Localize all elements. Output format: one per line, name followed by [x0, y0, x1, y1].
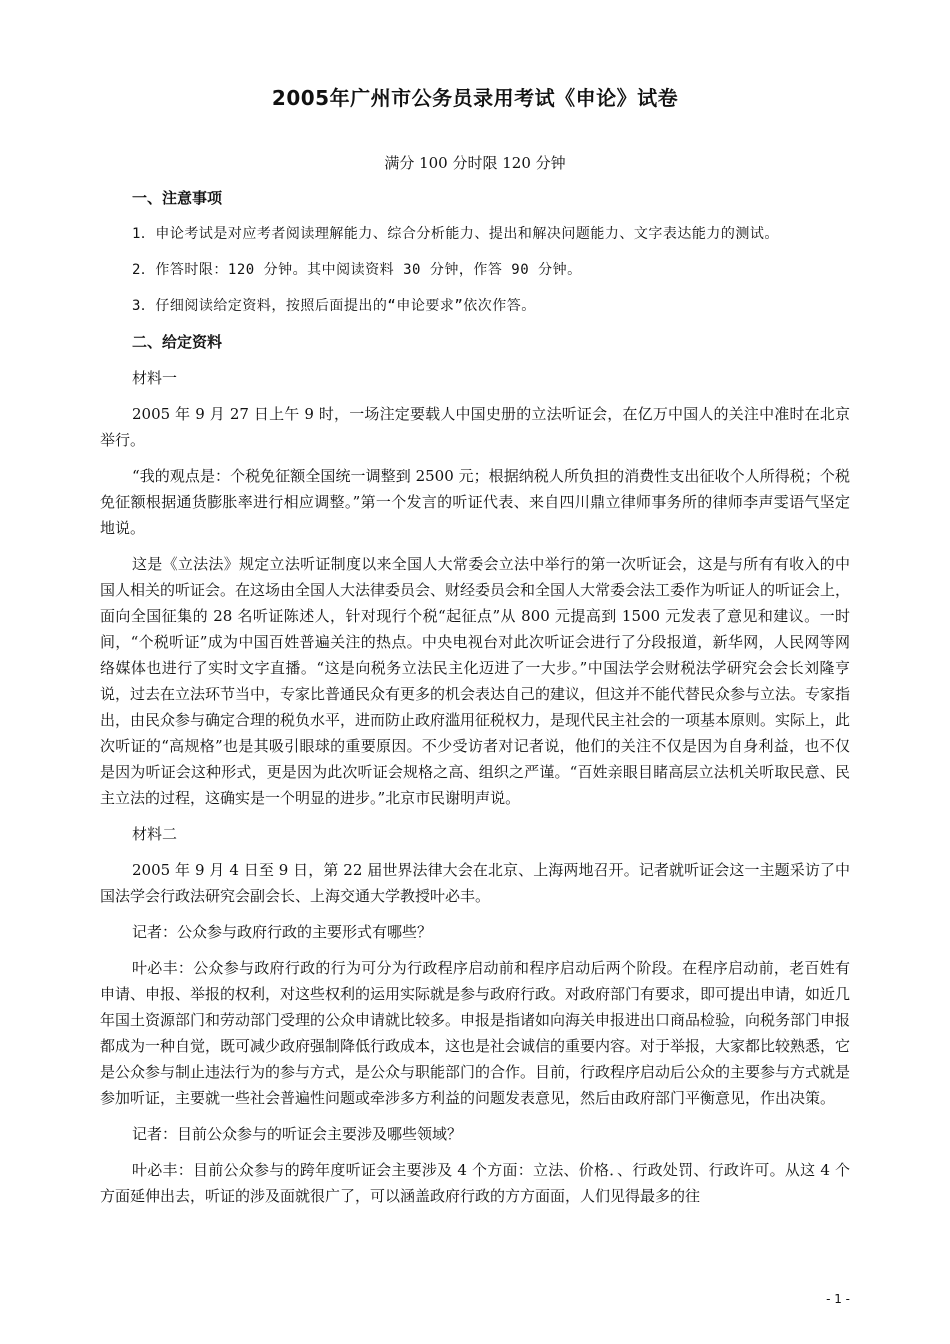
material-2-paragraph: 叶必丰：目前公众参与的跨年度听证会主要涉及 4 个方面：立法、价格．、行政处罚、行政许可。从这 4 个方面延伸出去，听证的涉及面就很广了，可以涵盖政府行政的方方面面，人们见得最多的往	[100, 1161, 850, 1205]
section-heading-materials: 二、给定资料	[132, 333, 223, 351]
material-2-label: 材料二	[132, 825, 178, 843]
material-2-paragraph: 记者：目前公众参与的听证会主要涉及哪些领域？	[132, 1125, 463, 1143]
document-subtitle: 满分 100 分时限 120 分钟	[384, 154, 566, 172]
note-item-3: 3．仔细阅读给定资料，按照后面提出的“申论要求”依次作答。	[132, 298, 536, 314]
material-2-paragraph: 叶必丰：公众参与政府行政的行为可分为行政程序启动前和程序启动后两个阶段。在程序启动前，老百姓有申请、申报、举报的权利，对这些权利的运用实际就是参与政府行政。对政府部门有要求，即可提出申请，如近几年国土资源部门和劳动部门受理的公众申请就比较多。申报是指诸如向海关申报进出口商品检验，向税务部门申报都成为一种自觉，既可减少政府强制降低行政成本，这也是社会诚信的重要内容。对于举报，大家都比较熟悉，它是公众参与制止违法行为的参与方式，是公众与职能部门的合作。目前，行政程序启动后公众的主要参与方式就是参加听证，主要就一些社会普遍性问题或牵涉多方利益的问题发表意见，然后由政府部门平衡意见，作出决策。	[100, 959, 851, 1107]
section-heading-notes: 一、注意事项	[132, 189, 223, 207]
material-2-paragraph: 2005 年 9 月 4 日至 9 日，第 22 届世界法律大会在北京、上海两地召开。记者就听证会这一主题采访了中国法学会行政法研究会副会长、上海交通大学教授叶必丰。	[100, 861, 850, 905]
note-item-1: 1．申论考试是对应考者阅读理解能力、综合分析能力、提出和解决问题能力、文字表达能力的测试。	[132, 226, 779, 242]
material-1-label: 材料一	[132, 369, 178, 387]
page-number: - 1 -	[826, 1292, 850, 1306]
note-item-2: 2．作答时限：120 分钟。其中阅读资料 30 分钟，作答 90 分钟。	[132, 262, 582, 278]
document-body	[100, 185, 850, 1219]
material-2-paragraph: 记者：公众参与政府行政的主要形式有哪些？	[132, 923, 433, 941]
material-1-paragraph: 这是《立法法》规定立法听证制度以来全国人大常委会立法中举行的第一次听证会，这是与所有有收入的中国人相关的听证会。在这场由全国人大法律委员会、财经委员会和全国人大常委会法工委作为听证人的听证会上，面向全国征集的 28 名听证陈述人，针对现行个税“起征点”从 800 元提高到 1500 元发表了意见和建议。一时间，“个税听证”成为中国百姓普遍关注的热点。中央电视台对此次听证会进行了分段报道，新华网，人民网等网络媒体也进行了实时文字直播。“这是向税务立法民主化迈进了一大步。”中国法学会财税法学研究会会长刘隆亨说，过去在立法环节当中，专家比普通民众有更多的机会表达自己的建议，但这并不能代替民众参与立法。专家指出，由民众参与确定合理的税负水平，进而防止政府滥用征税权力，是现代民主社会的一项基本原则。实际上，此次听证的“高规格”也是其吸引眼球的重要原因。不少受访者对记者说，他们的关注不仅是因为自身利益，也不仅是因为听证会这种形式，更是因为此次听证会规格之高、组织之严谨。“百姓亲眼目睹高层立法机关听取民意、民主立法的过程，这确实是一个明显的进步。”北京市民谢明声说。	[100, 555, 851, 807]
document-title: 2005年广州市公务员录用考试《申论》试卷	[271, 86, 679, 110]
material-1-paragraph: 2005 年 9 月 27 日上午 9 时，一场注定要载人中国史册的立法听证会，在亿万中国人的关注中准时在北京举行。	[100, 405, 850, 449]
material-1-paragraph: “我的观点是：个税免征额全国统一调整到 2500 元；根据纳税人所负担的消费性支出征收个人所得税；个税免征额根据通货膨胀率进行相应调整。”第一个发言的听证代表、来自四川鼎立律师事务所的律师李声雯语气坚定地说。	[100, 467, 850, 537]
